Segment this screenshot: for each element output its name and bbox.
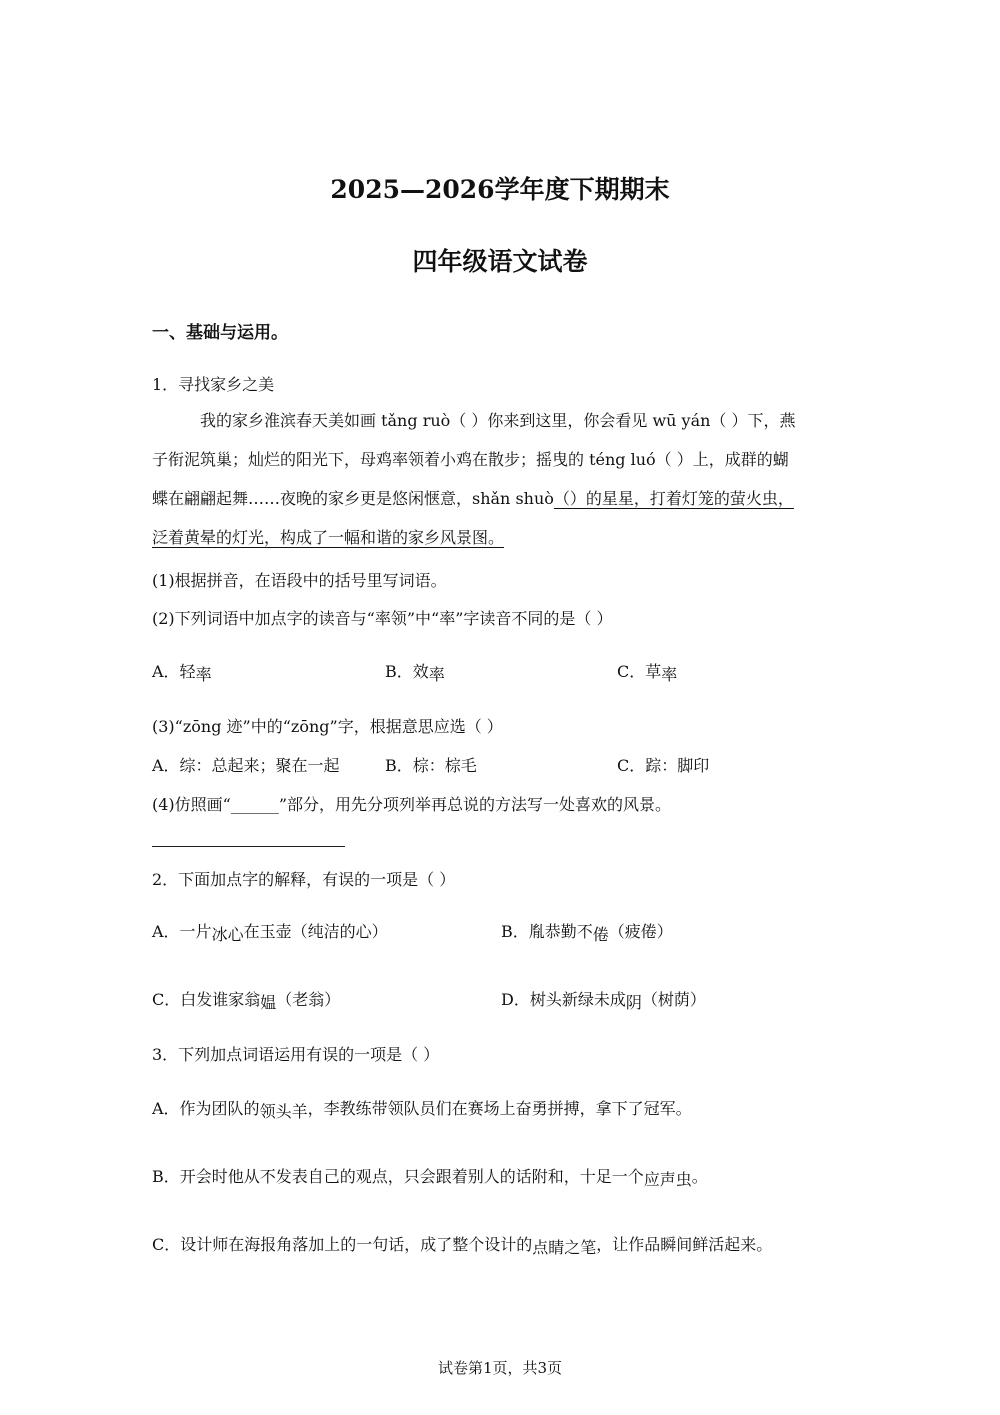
question-1-passage (152, 401, 848, 557)
dotted-char: 应声虫 (643, 1170, 692, 1189)
section-heading: 一、基础与运用。 (152, 323, 288, 343)
question-3-label: 3．下列加点词语运用有误的一项是（ ） (152, 1045, 440, 1064)
option-c[interactable]: C．踪：脚印 (617, 756, 710, 775)
sub-question-4: (4)仿照画“______”部分，用先分项列举再总说的方法写一处喜欢的风景。 (152, 795, 672, 814)
underlined-text: 泛着黄晕的灯光，构成了一幅和谐的家乡风景图。 (152, 528, 505, 547)
dotted-char: 率 (195, 665, 212, 684)
sub-question-1: (1)根据拼音，在语段中的括号里写词语。 (152, 571, 447, 590)
option-b[interactable]: B．开会时他从不发表自己的观点，只会跟着别人的话附和，十足一个应声虫。 (152, 1167, 708, 1189)
passage-line (152, 479, 848, 518)
dotted-char: 点睛之笔 (532, 1238, 597, 1257)
question-1-label: 1．寻找家乡之美 (152, 375, 275, 394)
sub-question-3: (3)“zōng 迹”中的“zōng”字，根据意思应选（ ） (152, 717, 503, 736)
exam-title: 2025—2026学年度下期期末 (330, 175, 670, 204)
dotted-char: 阴 (625, 993, 642, 1012)
option-c[interactable]: C．草率 (617, 662, 678, 684)
passage-line: 子衔泥筑巢；灿烂的阳光下，母鸡率领着小鸡在散步；摇曳的 téng luó（ ）上，成群的蝴 (152, 450, 789, 469)
exam-subtitle: 四年级语文试卷 (412, 247, 588, 276)
option-b[interactable]: B．棕：棕毛 (385, 756, 477, 775)
answer-line[interactable] (152, 846, 345, 847)
option-b[interactable]: B．胤恭勤不倦（疲倦） (501, 922, 673, 944)
dotted-char: 领头羊 (259, 1102, 308, 1121)
option-b[interactable]: B．效率 (385, 662, 445, 684)
sub-question-2: (2)下列词语中加点字的读音与“率领”中“率”字读音不同的是（ ） (152, 609, 613, 628)
option-d[interactable]: D．树头新绿未成阴（树荫） (501, 990, 706, 1012)
option-c[interactable]: C．白发谁家翁媪（老翁） (152, 990, 341, 1012)
dotted-char: 率 (428, 665, 445, 684)
dotted-char: 率 (661, 665, 678, 684)
underlined-text: （）的星星，打着灯笼的萤火虫， (553, 489, 794, 508)
option-a[interactable]: A．一片冰心在玉壶（纯洁的心） (152, 922, 388, 944)
option-c[interactable]: C．设计师在海报角落加上的一句话，成了整个设计的点睛之笔，让作品瞬间鲜活起来。 (152, 1235, 773, 1257)
passage-line: 我的家乡淮滨春天美如画 tǎng ruò（ ）你来到这里，你会看见 wū yán（ ）下，燕 (200, 411, 796, 430)
dotted-char: 倦 (592, 925, 609, 944)
question-2-label: 2．下面加点字的解释，有误的一项是（ ） (152, 870, 456, 889)
dotted-char: 冰心 (211, 925, 244, 944)
option-a[interactable]: A．轻率 (152, 662, 212, 684)
option-a[interactable]: A．作为团队的领头羊，李教练带领队员们在赛场上奋勇拼搏，拿下了冠军。 (152, 1099, 692, 1121)
page-footer: 试卷第1页，共3页 (437, 1359, 563, 1377)
dotted-char: 媪 (260, 993, 277, 1012)
passage-text: 蝶在翩翩起舞……夜晚的家乡更是悠闲惬意，shǎn shuò (152, 489, 554, 508)
option-a[interactable]: A．综：总起来；聚在一起 (152, 756, 340, 775)
